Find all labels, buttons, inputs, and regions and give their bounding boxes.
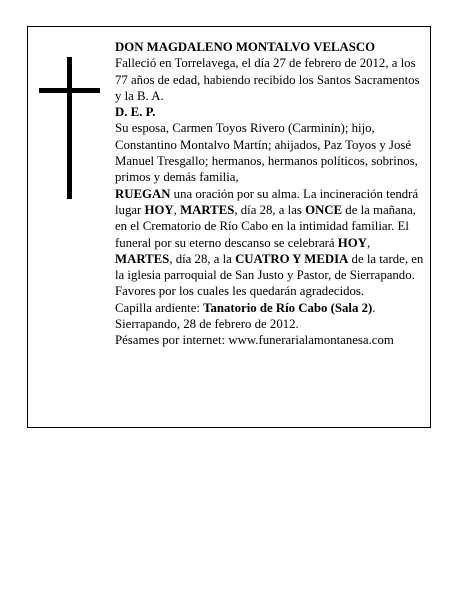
- chapel-line: [115, 300, 425, 316]
- cross-icon: [67, 57, 72, 199]
- rip-line: D. E. P.: [115, 105, 156, 120]
- martes-text-2: MARTES: [115, 251, 170, 266]
- service-text-2: , día 28, a las: [234, 202, 306, 217]
- family-list: Su esposa, Carmen Toyos Rivero (Carminín); hijo, Constantino Montalvo Martín; ahijados, Paz Toyos y José Manuel Tresgallo; hermanos, hermanos políticos, sobrinos, primos y demás familia,: [115, 121, 418, 185]
- condolences-line: Pésames por internet: www.funerarialamontanesa.com: [115, 333, 394, 348]
- separator-1: ,: [173, 202, 181, 217]
- place-date: Sierrapando, 28 de febrero de 2012.: [115, 317, 299, 332]
- service-text-1: una oración por su alma. La incineración tendrá lugar: [115, 186, 419, 217]
- service-text-4: , día 28, a la: [169, 251, 236, 266]
- deceased-name: DON MAGDALENO MONTALVO VELASCO: [115, 40, 376, 54]
- hoy-text-2: HOY: [337, 235, 367, 250]
- hoy-text-1: HOY: [144, 202, 174, 217]
- once-text: ONCE: [305, 202, 343, 217]
- cross-icon-bar: [39, 88, 100, 93]
- chapel-label: Capilla ardiente:: [115, 300, 204, 315]
- cuatro-media-text: CUATRO Y MEDIA: [235, 251, 349, 266]
- separator-2: ,: [366, 235, 371, 250]
- service-text-5: de la tarde, en la iglesia parroquial de San Justo y Pastor, de Sierrapando. Favores por los cuales les quedarán agradecidos.: [115, 251, 424, 299]
- chapel-end: .: [372, 300, 376, 315]
- martes-text-1: MARTES: [180, 202, 235, 217]
- death-statement: Falleció en Torrelavega, el día 27 de febrero de 2012, a los 77 años de edad, habiendo recibido los Santos Sacramentos y la B. A.: [115, 56, 420, 103]
- service-details: [115, 186, 425, 300]
- obituary-notice: [27, 26, 431, 428]
- ruegan-text: RUEGAN: [115, 186, 171, 201]
- obituary-text: [115, 39, 425, 349]
- chapel-place: Tanatorio de Río Cabo (Sala 2): [203, 300, 373, 315]
- service-text-3: de la mañana, en el Crematorio de Río Cabo en la intimidad familiar. El funeral por su eterno descanso se celebrará: [115, 202, 416, 250]
